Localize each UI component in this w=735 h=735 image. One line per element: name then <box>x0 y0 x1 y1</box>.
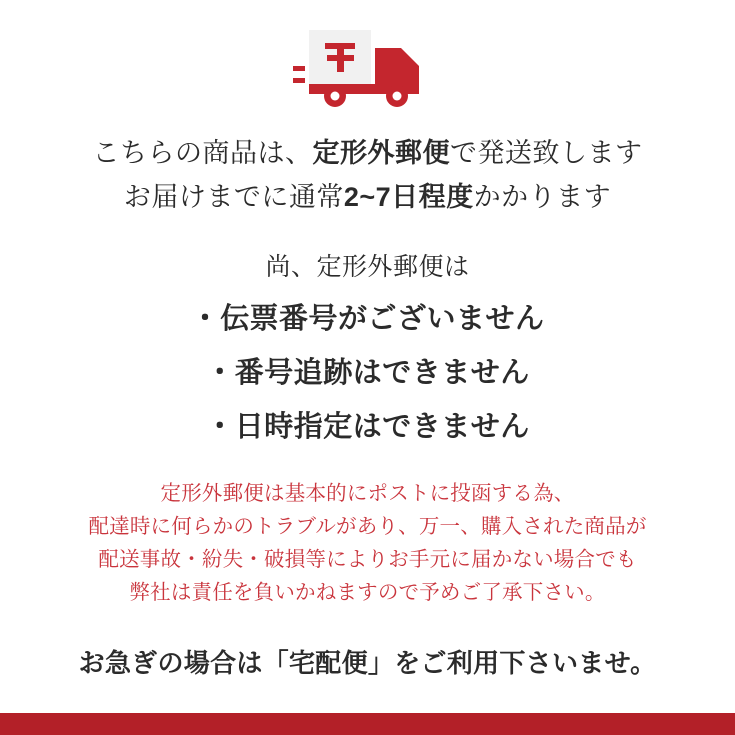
disclaimer-line-1: 定形外郵便は基本的にポストに投函する為、 <box>160 481 575 505</box>
postal-truck-icon <box>293 26 443 112</box>
condition-item-2: ・番号追跡はできません <box>205 356 530 389</box>
headline-line2-emphasis: 2~7日程度 <box>343 182 474 213</box>
headline-line1-emphasis: 定形外郵便 <box>312 138 450 168</box>
footer-emphasis: 「宅配便」 <box>262 648 395 679</box>
disclaimer-block <box>88 477 646 610</box>
headline-line1-part2: で発送致します <box>450 138 643 168</box>
condition-item-1: ・伝票番号がございません <box>190 302 545 335</box>
footer-message <box>79 643 657 680</box>
bottom-accent-bar <box>0 713 735 735</box>
headline-line1-part1: こちらの商品は、 <box>92 138 313 168</box>
conditions-subheading: 尚、定形外郵便は <box>265 252 470 281</box>
headline-block <box>93 134 643 217</box>
disclaimer-line-3: 配送事故・紛失・破損等によりお手元に届かない場合でも <box>98 548 637 572</box>
headline-line-1 <box>93 134 643 172</box>
headline-line-2 <box>93 178 643 216</box>
disclaimer-line-2: 配達時に何らかのトラブルがあり、万一、購入された商品が <box>88 514 647 538</box>
conditions-block <box>190 247 544 445</box>
condition-item-3: ・日時指定はできません <box>205 410 530 443</box>
headline-line2-part1: お届けまでに通常 <box>123 182 344 213</box>
footer-part2: をご利用下さいませ。 <box>394 648 657 679</box>
footer-part1: お急ぎの場合は <box>78 648 263 679</box>
disclaimer-line-4: 弊社は責任を負いかねますので予めご了承下さい。 <box>129 581 606 605</box>
headline-line2-part2: かかります <box>473 182 612 213</box>
